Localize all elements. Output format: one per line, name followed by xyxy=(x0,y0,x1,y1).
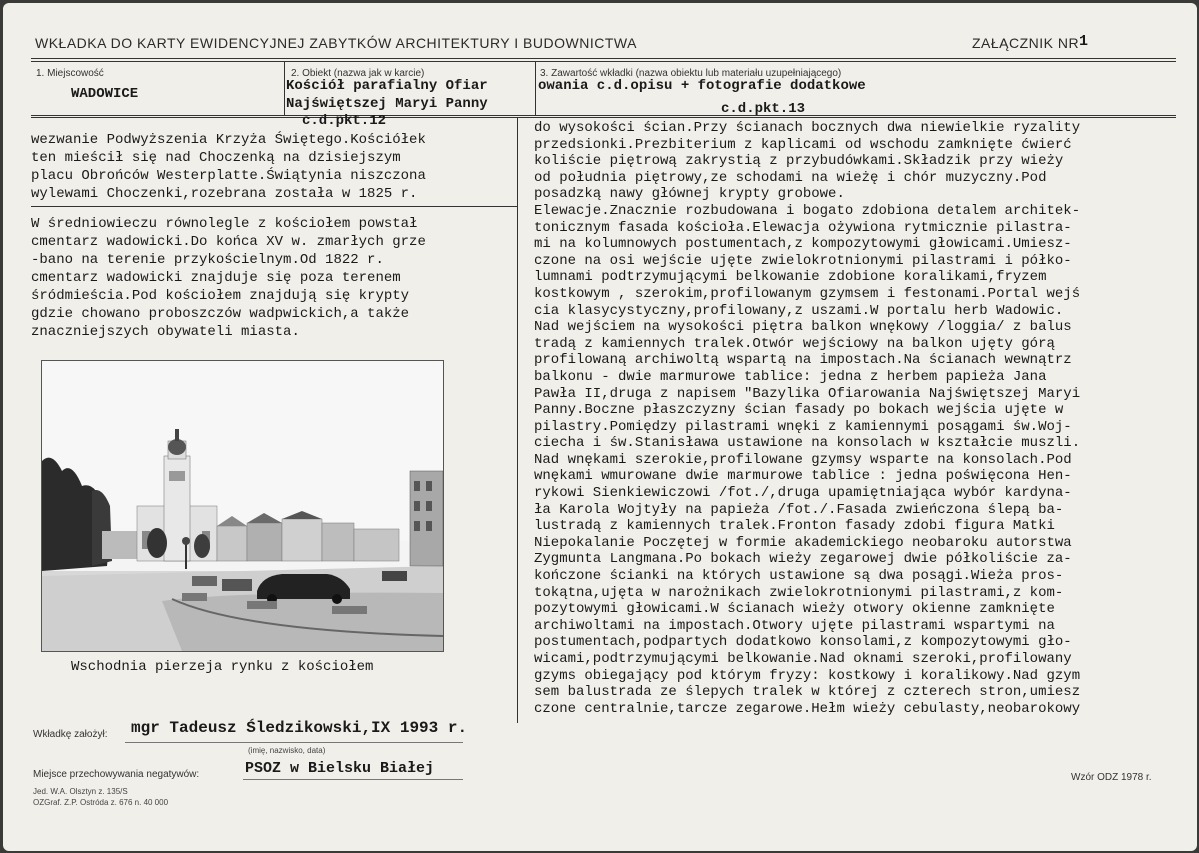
right-column-text xyxy=(534,120,1080,717)
paragraph-rule xyxy=(31,206,517,207)
text-line: -bano na terenie przykościelnym.Od 1822 r. xyxy=(31,252,384,268)
text-line: wnękami wmurowane dwie marmurowe tablice : jedna poświęcona Hen- xyxy=(534,468,1072,485)
text-line: placu Obrońców Westerplatte.Świątynia niszczona xyxy=(31,168,426,184)
text-line: gzyms obiegający pod którym fryzy: kostkowy i koralikowy.Nad gzym xyxy=(534,667,1081,684)
text-line: cia klasycystyczny,profilowany,z uszami.W portalu herb Wadowic. xyxy=(534,302,1064,319)
left-paragraph-2 xyxy=(31,215,426,341)
object-label: 2. Obiekt (nazwa jak w karcie) xyxy=(291,68,425,79)
header-rule-top xyxy=(31,58,1176,59)
left-paragraph-1 xyxy=(31,131,426,203)
text-line: Zygmunta Langmana.Po bokach wieży zegarowej dwie półkoliście za- xyxy=(534,551,1072,568)
text-line: ła Karola Wojtyły na papieża /fot./.Fasada zwieńczona ślepą ba- xyxy=(534,501,1064,518)
text-line: od południa piętrowy,ze schodami na wieżę i chór muzyczny.Pod xyxy=(534,169,1047,186)
photo-image xyxy=(42,361,443,651)
text-line: gdzie chowano proboszczów wadpwickich,a także xyxy=(31,306,410,322)
content-value-line2: c.d.pkt.13 xyxy=(721,101,806,117)
locality-label: 1. Miejscowość xyxy=(36,68,104,79)
header-rule-top-2 xyxy=(31,61,1176,62)
object-value-line3: c.d.pkt.12 xyxy=(302,113,387,129)
text-line: tonicznym fasada kościoła.Elewacja ożywiona rytmicznie pilastra- xyxy=(534,219,1072,236)
text-line: kostkowym , szerokim,profilowanym gzymsem i festonami.Portal wejś xyxy=(534,285,1081,302)
text-line: ten mieścił się nad Choczenką na dzisiejszym xyxy=(31,150,401,166)
storage-label: Miejsce przechowywania negatywów: xyxy=(33,769,200,780)
text-line: Niepokalanie Poczętej w formie akademickiego neobaroku autorstwa xyxy=(534,534,1072,551)
text-line: wicami,podtrzymującymi belkowanie.Nad oknami szeroki,profilowany xyxy=(534,651,1072,667)
text-line: lustradą z kamiennych tralek.Fronton fasady zdobi figura Matki xyxy=(534,518,1055,535)
text-line: śródmieścia.Pod kościołem znajdują się krypty xyxy=(31,288,410,304)
photo-caption: Wschodnia pierzeja rynku z kościołem xyxy=(71,659,374,675)
text-line: Nad wejściem na wysokości piętra balkon wnękowy /loggia/ z balus xyxy=(534,319,1072,336)
locality-value: WADOWICE xyxy=(71,86,139,102)
text-line: cmentarz wadowicki znajduje się poza terenem xyxy=(31,270,401,286)
content-label: 3. Zawartość wkładki (nazwa obiektu lub materiału uzupełniającego) xyxy=(540,68,842,79)
text-line: profilowaną archiwoltą wspartą na impostach.Na ścianach wewnątrz xyxy=(534,352,1072,369)
text-line: czone na osi wejście ujęte zwielokrotnionymi pilastrami i półko- xyxy=(534,252,1072,269)
text-line: cmentarz wadowicki.Do końca XV w. zmarłych grze xyxy=(31,234,426,250)
text-line: mi na kolumnowych postumentach,z kompozytowymi głowicami.Umiesz- xyxy=(534,236,1072,253)
text-line: Elewacje.Znacznie rozbudowana i bogato zdobiona detalem architek- xyxy=(534,202,1081,219)
compiled-label: Wkładkę założył: xyxy=(33,729,108,740)
text-line: wezwanie Podwyższenia Krzyża Świętego.Kościółek xyxy=(31,132,426,148)
form-title: WKŁADKA DO KARTY EWIDENCYJNEJ ZABYTKÓW ARCHITEKTURY I BUDOWNICTWA xyxy=(35,35,637,51)
text-line: pilastry.Pomiędzy pilastrami wnęki z kamiennymi posągami św.Woj- xyxy=(534,418,1072,435)
text-line: W średniowieczu równolegle z kościołem powstał xyxy=(31,216,418,232)
church-photograph xyxy=(41,360,444,652)
column-divider xyxy=(517,118,518,723)
storage-value: PSOZ w Bielsku Białej xyxy=(245,760,435,777)
header-rule-bottom-2 xyxy=(31,117,1176,118)
text-line: sem balustrada ze ślepych tralek w której z czterech stron,umiesz xyxy=(534,684,1081,701)
field-divider-2 xyxy=(535,61,536,116)
content-value-line1: owania c.d.opisu + fotografie dodatkowe xyxy=(538,78,866,94)
storage-underline xyxy=(243,779,463,780)
object-value-line1: Kościół parafialny Ofiar xyxy=(286,78,488,94)
header-rule-bottom xyxy=(31,115,1176,116)
print-info-1: Jed. W.A. Olsztyn z. 135/S xyxy=(33,787,128,796)
text-line: postumentach,podpartych dodatkowo konsolami,z kompozytowymi gło- xyxy=(534,634,1072,651)
text-line: kończone ścianki na których ustawione są dwa posągi.Wieża pros- xyxy=(534,568,1064,585)
text-line: ciecha i św.Stanisława ustawione na konsolach w kształcie muszli. xyxy=(534,435,1081,452)
attachment-label: ZAŁĄCZNIK NR xyxy=(972,35,1080,51)
compiled-hint: (imię, nazwisko, data) xyxy=(248,746,326,755)
print-info-2: OZGraf. Z.P. Ostróda z. 676 n. 40 000 xyxy=(33,798,169,807)
text-line: archiwoltami na impostach.Otwory ujęte pilastrami wspartymi na xyxy=(534,617,1055,634)
object-value-line2: Najświętszej Maryi Panny xyxy=(286,96,488,112)
text-line: tokątna,ujęta w narożnikach zwielokrotnionymi pilastrami,z kom- xyxy=(534,584,1064,601)
text-line: Nad wnękami szerokie,profilowane gzymsy wsparte na konsolach.Pod xyxy=(534,451,1072,468)
form-model: Wzór ODZ 1978 r. xyxy=(1071,772,1152,783)
text-line: Panny.Boczne płaszczyzny ścian fasady po bokach wejścia ujęte w xyxy=(534,402,1064,419)
attachment-number: 1 xyxy=(1079,33,1089,50)
text-line: do wysokości ścian.Przy ścianach bocznych dwa niewielkie ryzality xyxy=(534,120,1081,136)
field-divider-1 xyxy=(284,61,285,116)
text-line: wylewami Choczenki,rozebrana została w 1825 r. xyxy=(31,186,418,202)
text-line: lumnami podtrzymującymi belkowanie zdobione koralikami,fryzem xyxy=(534,269,1047,286)
text-line: czone centralnie,tarcze zegarowe.Hełm wieży cebulasty,neobarokowy xyxy=(534,700,1081,717)
text-line: posadzką nawy głównej krypty grobowe. xyxy=(534,186,845,203)
text-line: znaczniejszych obywateli miasta. xyxy=(31,324,300,340)
text-line: koliście piętrową zakrystią z przybudówkami.Składzik przy wieży xyxy=(534,153,1064,170)
compiled-value: mgr Tadeusz Śledzikowski,IX 1993 r. xyxy=(131,719,468,737)
text-line: rykowi Sienkiewiczowi /fot./,druga upamiętniająca wybór kardyna- xyxy=(534,485,1072,502)
text-line: pozytowymi głowicami.W ścianach wieży otwory okienne zamknięte xyxy=(534,601,1055,618)
text-line: Pawła II,druga z napisem "Bazylika Ofiarowania Najświętszej Maryi xyxy=(534,385,1081,402)
compiled-underline xyxy=(125,742,463,743)
record-sheet xyxy=(3,3,1197,851)
text-line: przedsionki.Prezbiterium z kaplicami od wschodu zamknięte ćwierć xyxy=(534,136,1072,153)
text-line: balkonu - dwie marmurowe tablice: jedna z herbem papieża Jana xyxy=(534,368,1047,385)
text-line: tradą z kamiennych tralek.Otwór wejściowy na balkon ujęty górą xyxy=(534,335,1055,352)
